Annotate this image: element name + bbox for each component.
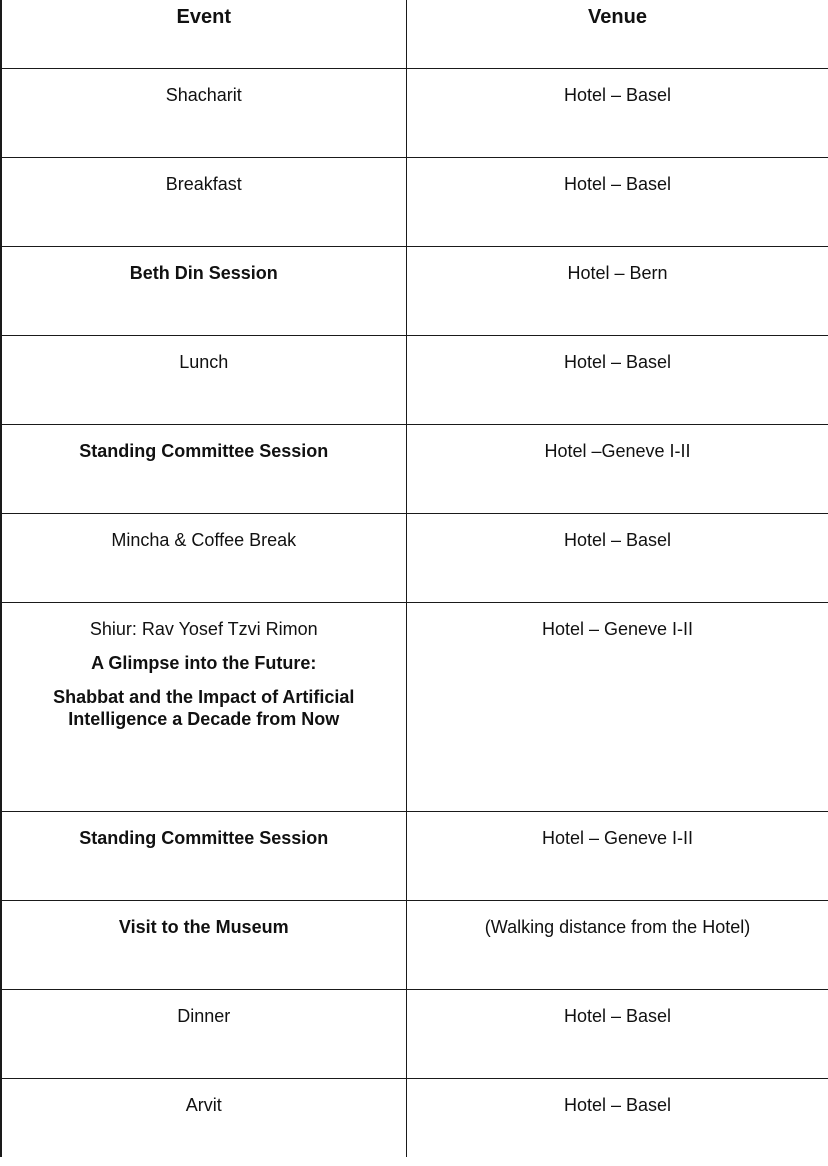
venue-cell: Hotel – Basel (406, 514, 828, 603)
venue-cell: Hotel – Basel (406, 1079, 828, 1157)
venue-column-header: Venue (406, 0, 828, 69)
venue-cell: Hotel – Basel (406, 336, 828, 425)
event-cell: Dinner (1, 990, 406, 1079)
event-cell: Standing Committee Session (1, 812, 406, 901)
table-row (1, 336, 828, 425)
table-row (1, 247, 828, 336)
event-cell: Beth Din Session (1, 247, 406, 336)
shiur-subtitle-line-1: Shabbat and the Impact of Artificial (53, 687, 355, 707)
event-cell: Lunch (1, 336, 406, 425)
event-cell: Mincha & Coffee Break (1, 514, 406, 603)
event-cell: Standing Committee Session (1, 425, 406, 514)
event-column-header: Event (1, 0, 406, 69)
table-row (1, 425, 828, 514)
table-row (1, 158, 828, 247)
venue-cell: Hotel – Basel (406, 990, 828, 1079)
shiur-title: A Glimpse into the Future: (91, 653, 317, 673)
venue-cell: Hotel –Geneve I-II (406, 425, 828, 514)
table-row (1, 603, 828, 812)
event-cell: Shacharit (1, 69, 406, 158)
table-row (1, 69, 828, 158)
table-row (1, 901, 828, 990)
event-cell: Arvit (1, 1079, 406, 1157)
table-row (1, 1079, 828, 1157)
venue-cell: Hotel – Basel (406, 158, 828, 247)
event-cell (1, 603, 406, 812)
venue-cell: Hotel – Geneve I-II (406, 603, 828, 812)
venue-cell: Hotel – Basel (406, 69, 828, 158)
shiur-speaker: Shiur: Rav Yosef Tzvi Rimon (89, 619, 318, 639)
shiur-subtitle-line-2: Intelligence a Decade from Now (68, 709, 340, 729)
event-cell: Visit to the Museum (1, 901, 406, 990)
venue-cell: Hotel – Geneve I-II (406, 812, 828, 901)
venue-cell: (Walking distance from the Hotel) (406, 901, 828, 990)
event-cell: Breakfast (1, 158, 406, 247)
table-row (1, 514, 828, 603)
table-row (1, 812, 828, 901)
venue-cell: Hotel – Bern (406, 247, 828, 336)
table-row (1, 990, 828, 1079)
header-row (1, 0, 828, 69)
